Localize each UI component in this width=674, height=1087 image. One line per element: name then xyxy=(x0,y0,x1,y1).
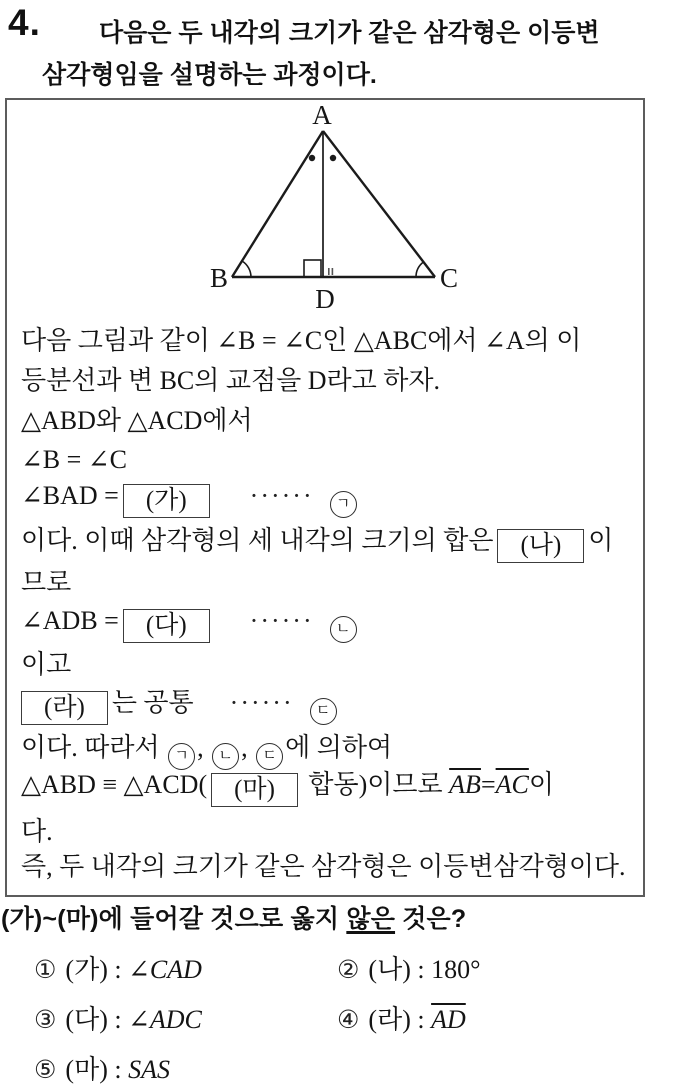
choice-2 xyxy=(337,949,481,986)
circled-nieun-icon: ㄴ xyxy=(330,616,357,643)
proof-text: 합동)이므로 xyxy=(301,770,450,799)
ellipsis-dots: ······ xyxy=(249,481,314,510)
choice-value: 180° xyxy=(431,955,481,984)
side-ab xyxy=(232,131,323,277)
vertex-label-c: C xyxy=(440,263,459,293)
question-text: 것은? xyxy=(395,905,467,933)
ellipsis-dots: ······ xyxy=(229,688,294,717)
choice-label: (다) xyxy=(65,1005,108,1034)
question-stem xyxy=(1,899,466,935)
right-angle-mark xyxy=(304,260,321,277)
angle-arc-b xyxy=(242,261,251,277)
angle-arc-c xyxy=(416,262,423,277)
circled-tikeut-icon: ㄷ xyxy=(256,743,283,770)
proof-line-10 xyxy=(21,686,337,725)
choice-value: ∠ADC xyxy=(128,1005,202,1034)
question-text: (가)~(마)에 들어갈 것으로 옳지 xyxy=(1,905,347,933)
proof-line-11 xyxy=(21,731,392,770)
proof-text: 에 의하여 xyxy=(285,733,393,762)
circled-4-icon: ④ xyxy=(337,1005,360,1034)
proof-line-5 xyxy=(21,479,357,518)
vertex-label-b: B xyxy=(209,263,228,293)
math-expr: ∠BAD = xyxy=(21,481,119,510)
segment-ab-overline: $\overline{AB}$ xyxy=(449,770,481,799)
vertex-label-d: D xyxy=(315,284,335,314)
proof-line-4: ∠B = ∠C xyxy=(21,445,127,474)
circled-giyeok-icon: ㄱ xyxy=(168,743,195,770)
problem-number: 4. xyxy=(8,2,41,43)
choice-value: ∠CAD xyxy=(128,955,202,984)
proof-line-7: 므로 xyxy=(21,568,72,597)
blank-da: (다) xyxy=(123,609,210,643)
small-mark-at-d xyxy=(328,268,330,275)
blank-ga: (가) xyxy=(123,484,210,518)
proof-box xyxy=(5,98,645,897)
blank-ra: (라) xyxy=(21,691,108,725)
proof-line-2: 등분선과 변 BC의 교점을 D라고 하자. xyxy=(21,366,440,395)
blank-na: (나) xyxy=(497,529,584,563)
question-underlined-word: 않은 xyxy=(346,905,396,933)
circled-2-icon: ② xyxy=(337,955,360,984)
proof-line-13: 다. xyxy=(21,817,53,846)
proof-line-14: 즉, 두 내각의 크기가 같은 삼각형은 이등변삼각형이다. xyxy=(21,852,626,881)
circled-3-icon: ③ xyxy=(34,1005,57,1034)
math-expr: ∠ADB = xyxy=(21,606,119,635)
proof-text: 는 공통 xyxy=(111,688,194,717)
ellipsis-dots: ······ xyxy=(249,606,314,635)
math-expr: △ABD ≡ △ACD( xyxy=(21,770,208,799)
proof-text: 이 xyxy=(588,526,614,555)
segment-ac-overline: $\overline{AC}$ xyxy=(495,770,529,799)
problem-title-line2: 삼각형임을 설명하는 과정이다. xyxy=(42,61,377,89)
proof-text: 이 xyxy=(528,770,554,799)
proof-line-12 xyxy=(21,768,554,807)
proof-text: 이다. 따라서 xyxy=(21,733,167,762)
choice-separator: : xyxy=(107,1005,129,1034)
proof-line-9: 이고 xyxy=(21,650,72,679)
circled-1-icon: ① xyxy=(34,955,57,984)
choice-separator: : xyxy=(107,955,129,984)
choice-separator: : xyxy=(410,955,432,984)
circled-5-icon: ⑤ xyxy=(34,1055,57,1084)
choice-5 xyxy=(34,1049,170,1086)
choice-value-overline: $\overline{AD}$ xyxy=(431,1005,466,1034)
choice-label: (라) xyxy=(368,1005,411,1034)
triangle-figure xyxy=(7,100,643,314)
circled-giyeok-icon: ㄱ xyxy=(330,491,357,518)
choice-value: SAS xyxy=(128,1055,170,1084)
proof-text: , xyxy=(241,733,255,762)
proof-text: , xyxy=(197,733,211,762)
choice-label: (나) xyxy=(368,955,411,984)
proof-line-6 xyxy=(21,524,613,563)
equals-sign: = xyxy=(480,770,496,799)
proof-line-1: 다음 그림과 같이 ∠B = ∠C인 △ABC에서 ∠A의 이 xyxy=(21,326,582,355)
proof-line-8 xyxy=(21,604,357,643)
circled-nieun-icon: ㄴ xyxy=(212,743,239,770)
problem-title-line1: 다음은 두 내각의 크기가 같은 삼각형은 이등변 xyxy=(99,19,600,47)
blank-ma: (마) xyxy=(211,773,298,807)
choice-label: (가) xyxy=(65,955,108,984)
choice-separator: : xyxy=(107,1055,129,1084)
proof-line-3: △ABD와 △ACD에서 xyxy=(21,406,253,435)
proof-text: 이다. 이때 삼각형의 세 내각의 크기의 합은 xyxy=(21,526,494,555)
small-mark-at-d2 xyxy=(332,268,334,275)
choice-4 xyxy=(337,999,466,1036)
choice-separator: : xyxy=(410,1005,432,1034)
side-ac xyxy=(323,131,435,277)
circled-tikeut-icon: ㄷ xyxy=(310,698,337,725)
angle-dot-right xyxy=(330,155,336,161)
choice-3 xyxy=(34,999,202,1036)
choice-1 xyxy=(34,949,202,986)
vertex-label-a: A xyxy=(312,100,332,130)
angle-dot-left xyxy=(309,155,315,161)
choice-label: (마) xyxy=(65,1055,108,1084)
